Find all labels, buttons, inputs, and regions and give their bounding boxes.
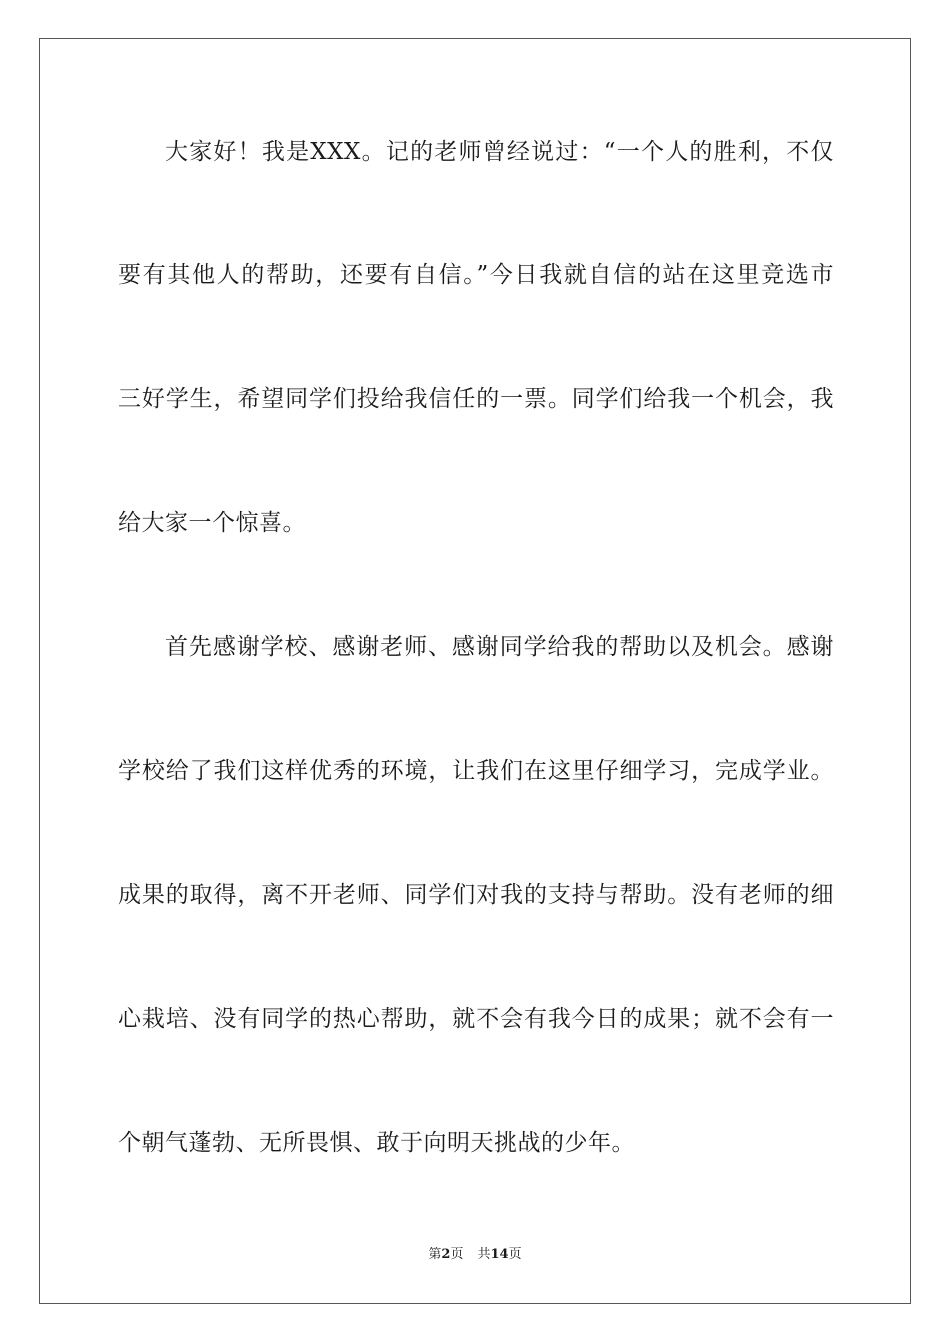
page-border (39, 38, 911, 1304)
text-line-5: 首先感谢学校、感谢老师、感谢同学给我的帮助以及机会。感谢 (165, 634, 834, 660)
page-prefix: 第 (428, 1247, 442, 1262)
total-prefix: 共 (477, 1247, 491, 1262)
page-number: 2 (441, 1247, 451, 1262)
page-suffix: 页 (450, 1247, 464, 1262)
total-pages: 14 (490, 1247, 509, 1262)
text-line-1: 大家好！我是XXX。记的老师曾经说过：“一个人的胜利，不仅 (165, 139, 834, 165)
text-line-2: 要有其他人的帮助，还要有自信。”今日我就自信的站在这里竞选市 (118, 262, 834, 288)
total-suffix: 页 (508, 1247, 522, 1262)
text-line-7: 成果的取得，离不开老师、同学们对我的支持与帮助。没有老师的细 (118, 882, 834, 908)
text-line-8: 心栽培、没有同学的热心帮助，就不会有我今日的成果；就不会有一 (118, 1006, 834, 1032)
text-line-3: 三好学生，希望同学们投给我信任的一票。同学们给我一个机会，我 (118, 386, 834, 412)
text-line-4: 给大家一个惊喜。 (118, 510, 306, 536)
page-footer (0, 1246, 950, 1264)
text-line-9: 个朝气蓬勃、无所畏惧、敢于向明天挑战的少年。 (118, 1130, 635, 1156)
text-line-6: 学校给了我们这样优秀的环境，让我们在这里仔细学习，完成学业。 (118, 758, 834, 784)
